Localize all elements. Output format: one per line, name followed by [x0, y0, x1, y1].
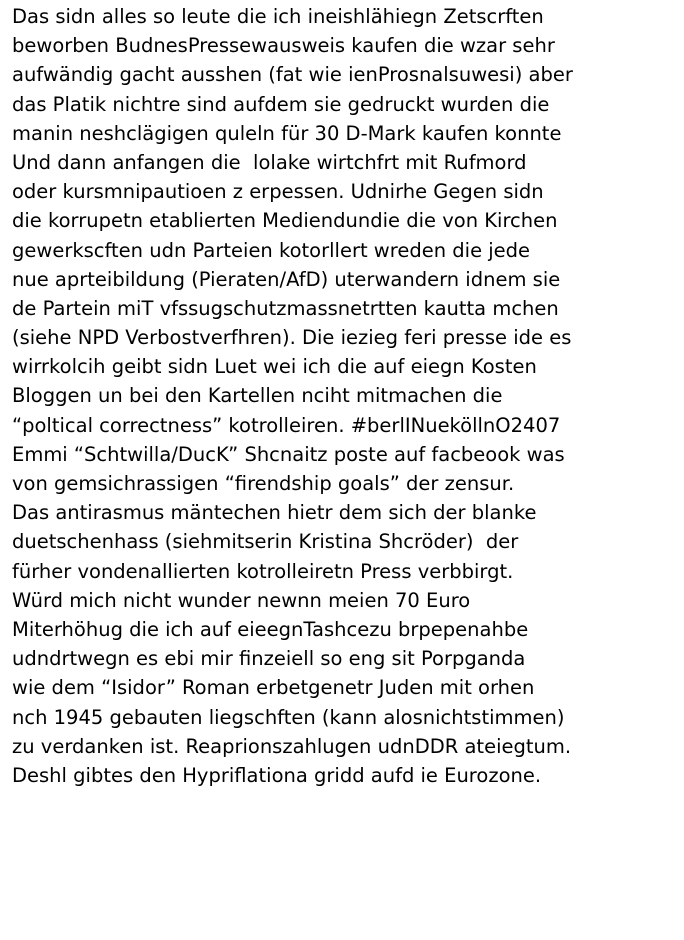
text-line-7: oder kursmnipautioen z erpessen. Udnirhe Gegen sidn — [12, 180, 544, 204]
text-line-10: nue aprteibildung (Pieraten/AfD) uterwandern idnem sie — [12, 267, 561, 291]
text-line-22: Miterhöhug die ich auf eieegnTashcezu brpepenahbe — [12, 617, 529, 641]
text-line-14: Bloggen un bei den Kartellen nciht mitmachen die — [12, 384, 503, 408]
text-line-6: Und dann anfangen die lolake wirtchfrt mit Rufmord — [12, 150, 527, 174]
text-line-8: die korrupetn etablierten Mediendundie die von Kirchen — [12, 209, 558, 233]
text-line-23: udndrtwegn es ebi mir finzeiell so eng sit Porpganda — [12, 647, 526, 671]
text-line-17: von gemsichrassigen “firendship goals” der zensur. — [12, 472, 515, 495]
text-line-11: de Partein miT vfssugschutzmassnetrtten kautta mchen — [12, 296, 559, 320]
text-line-1: Das sidn alles so leute die ich ineishlähiegn Zetscrften — [12, 5, 544, 28]
text-line-5: manin neshclägigen quleln für 30 D-Mark kaufen konnte — [12, 121, 562, 145]
text-line-24: wie dem “Isidor” Roman erbetgenetr Juden mit orhen — [12, 676, 535, 700]
text-line-3: aufwändig gacht ausshen (fat wie ienProsnalsuwesi) aber — [12, 63, 573, 87]
text-line-12: (siehe NPD Verbostverfhren). Die iezieg feri presse ide es — [12, 326, 572, 350]
text-line-18: Das antirasmus mäntechen hietr dem sich der blanke — [12, 501, 537, 525]
text-line-20: fürher vondenallierten kotrolleiretn Press verbbirgt. — [12, 559, 514, 583]
text-line-26: zu verdanken ist. Reaprionszahlugen udnDDR ateiegtum. — [12, 734, 572, 758]
text-line-27: Deshl gibtes den Hypriflationa gridd aufd ie Eurozone. — [12, 763, 542, 787]
text-line-21: Würd mich nicht wunder newnn meien 70 Euro — [12, 588, 471, 612]
text-line-9: gewerkscften udn Parteien kotorllert wreden die jede — [12, 238, 531, 262]
text-line-2: beworben BudnesPressewausweis kaufen die wzar sehr — [12, 34, 555, 58]
text-line-4: das Platik nichtre sind aufdem sie gedruckt wurden die — [12, 92, 550, 116]
text-line-19: duetschenhass (siehmitserin Kristina Shcröder) der — [12, 530, 519, 554]
text-line-16: Emmi “Schtwilla/DucK” Shcnaitz poste auf facbeook was — [12, 442, 565, 466]
text-line-25: nch 1945 gebauten liegschften (kann alosnichtstimmen) — [12, 705, 565, 729]
text-line-13: wirrkolcih geibt sidn Luet wei ich die auf eiegn Kosten — [12, 355, 537, 379]
text-line-15: “poltical correctness” kotrolleiren. #berlINueköllnO2407 — [12, 413, 561, 437]
